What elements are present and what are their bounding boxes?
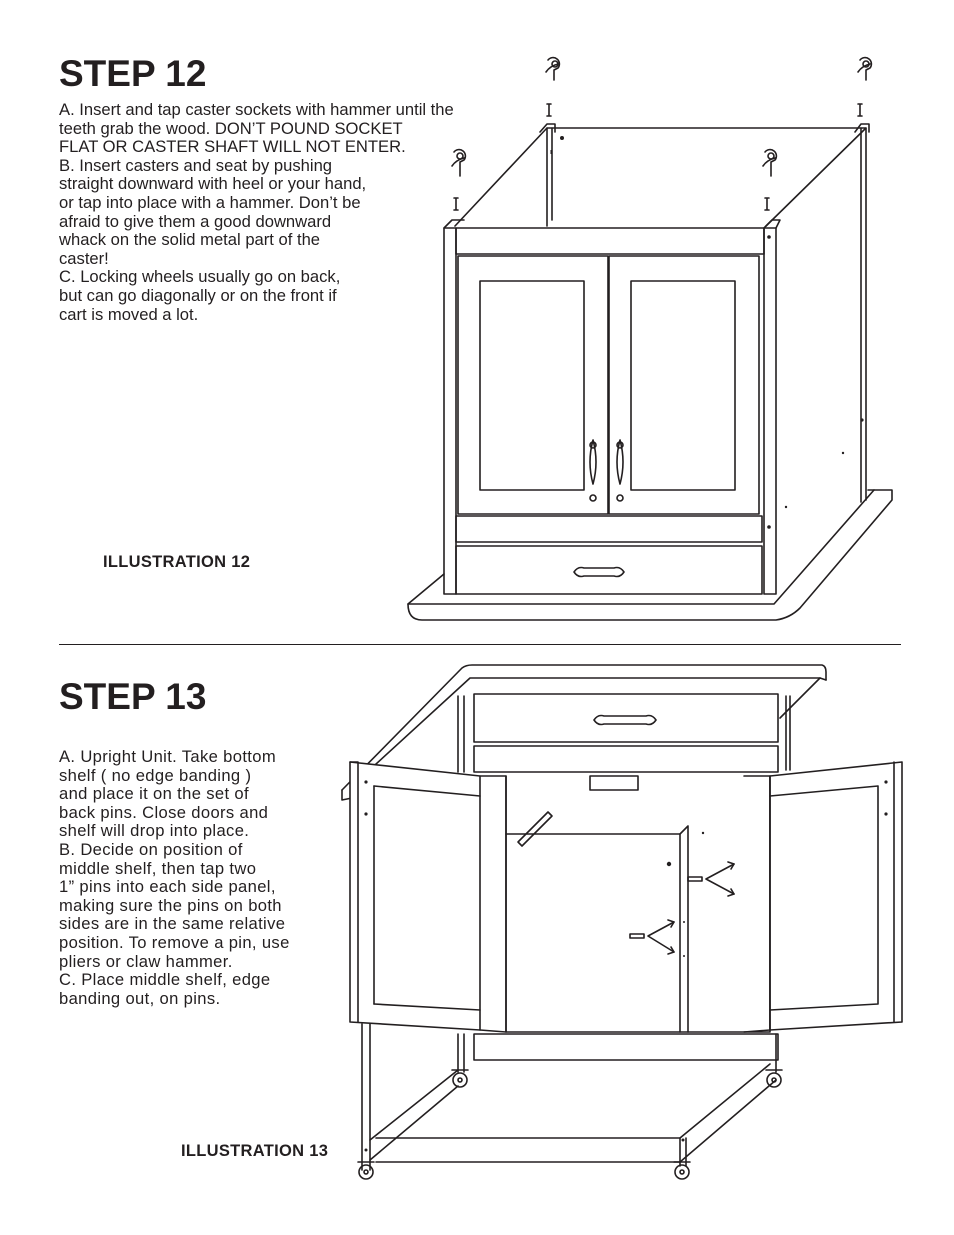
step-13-line: shelf will drop into place.: [59, 821, 250, 841]
caster-icon: [358, 1162, 374, 1179]
caster-icon: [766, 1070, 782, 1087]
caster-icon: [858, 58, 871, 116]
step-13-line: pliers or claw hammer.: [59, 951, 233, 971]
step-13-line: sides are in the same relative: [59, 914, 286, 934]
step-13-line: back pins. Close doors and: [59, 802, 269, 822]
step-13-line: banding out, on pins.: [59, 988, 221, 1008]
caster-icon: [452, 150, 465, 210]
step-12-line: afraid to give them a good downward: [59, 211, 332, 231]
step-13-line: position. To remove a pin, use: [59, 932, 290, 952]
step-12-line: FLAT OR CASTER SHAFT WILL NOT ENTER.: [59, 137, 406, 157]
step-12-title: STEP 12: [59, 53, 207, 94]
caster-icon: [546, 58, 559, 116]
step-13-line: shelf ( no edge banding ): [59, 765, 252, 785]
step-13-line: C. Place middle shelf, edge: [59, 970, 271, 990]
step-12-line: teeth grab the wood. DON’T POUND SOCKET: [59, 118, 403, 138]
caster-icon: [674, 1162, 690, 1179]
section-divider: [59, 644, 901, 645]
step-12-line: B. Insert casters and seat by pushing: [59, 155, 333, 175]
step-13-line: and place it on the set of: [59, 784, 249, 804]
step-13-line: middle shelf, then tap two: [59, 858, 257, 878]
illustration-12-caption: ILLUSTRATION 12: [103, 553, 251, 571]
step-13-line: B. Decide on position of: [59, 839, 243, 859]
step-12-line: C. Locking wheels usually go on back,: [59, 267, 341, 287]
step-13-line: making sure the pins on both: [59, 895, 282, 915]
step-13-line: 1” pins into each side panel,: [59, 877, 276, 897]
step-12-line: straight downward with heel or your hand,: [59, 174, 367, 194]
step-12-line: cart is moved a lot.: [59, 304, 199, 324]
step-12-line: whack on the solid metal part of the: [59, 230, 321, 250]
illustration-13-cabinet-drawing: [0, 650, 954, 1210]
step-13-line: A. Upright Unit. Take bottom: [59, 747, 277, 766]
step-12-line: A. Insert and tap caster sockets with hammer until the: [59, 100, 454, 119]
illustration-13-caption: ILLUSTRATION 13: [181, 1142, 329, 1160]
step-12-line: or tap into place with a hammer. Don’t be: [59, 192, 361, 212]
step-13-title: STEP 13: [59, 676, 207, 717]
step-12-line: caster!: [59, 248, 109, 268]
caster-icon: [763, 150, 776, 210]
step-12-line: but can go diagonally or on the front if: [59, 285, 337, 305]
